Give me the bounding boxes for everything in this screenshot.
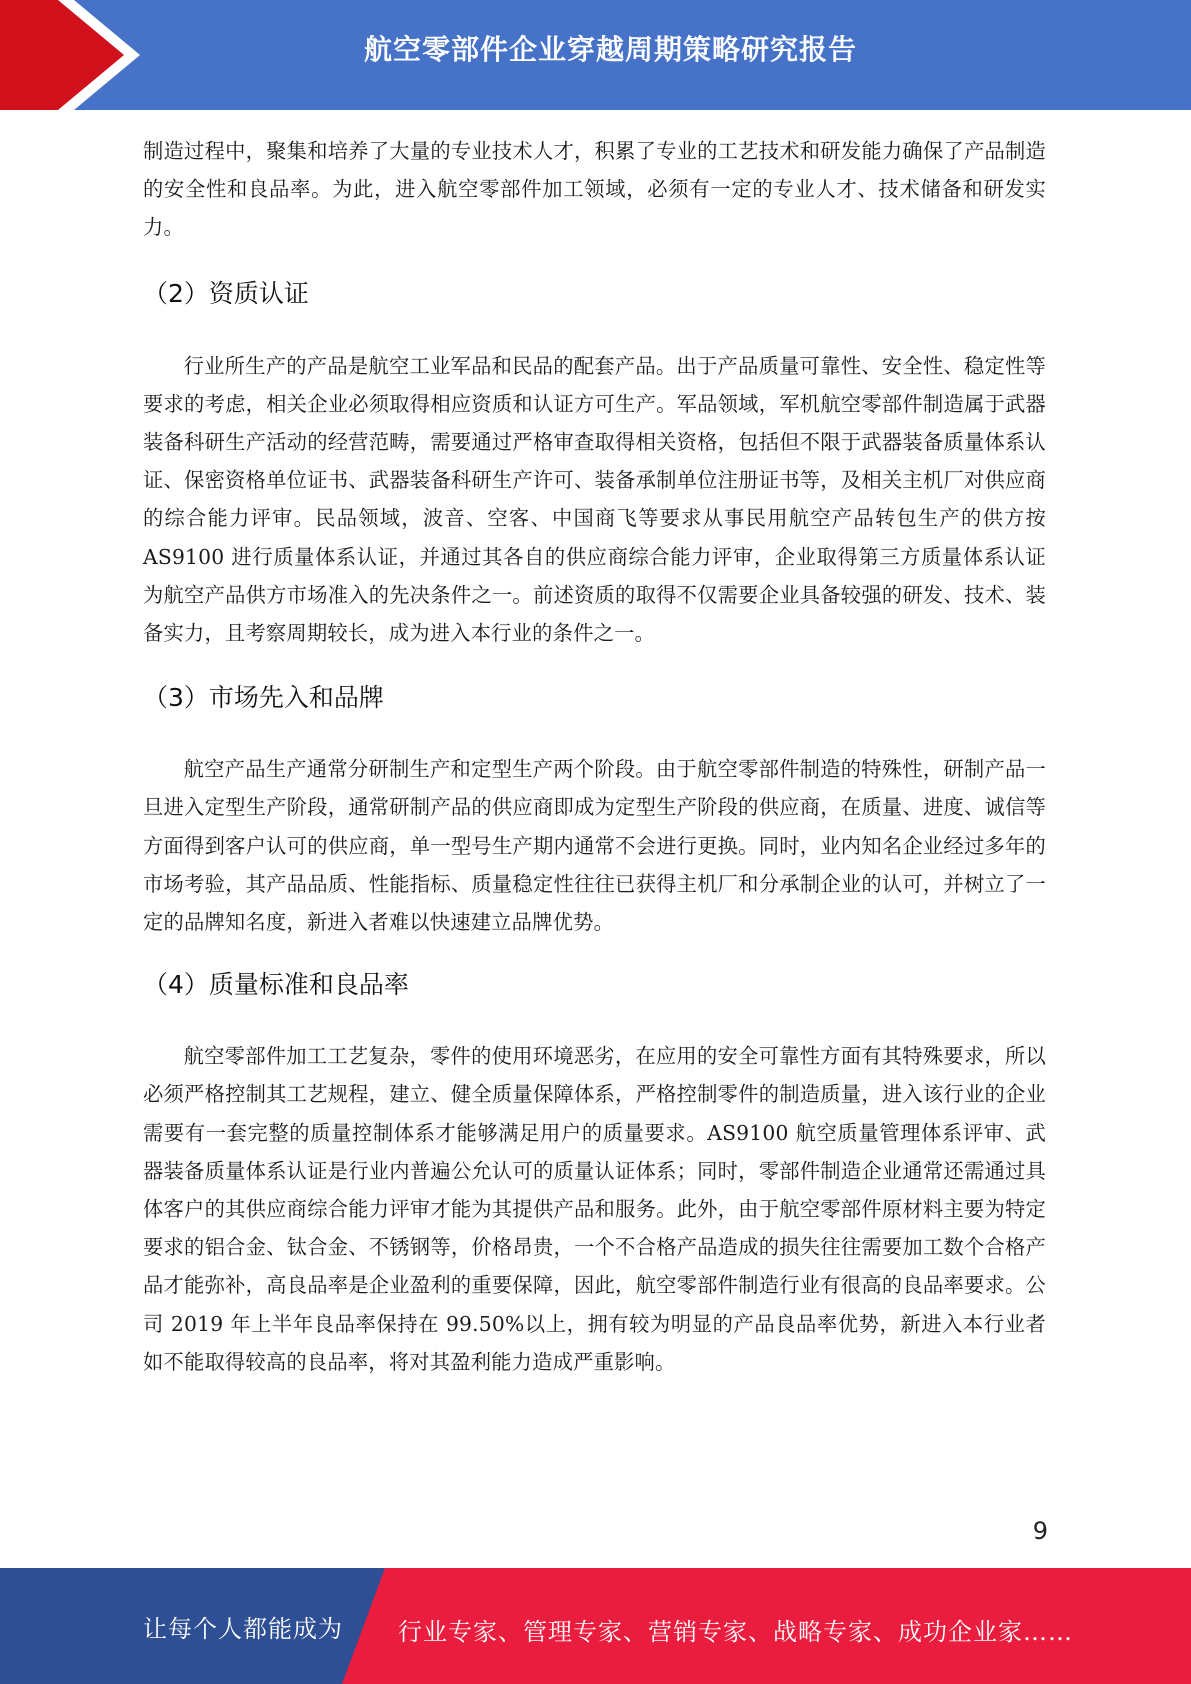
intro-paragraph: 制造过程中，聚集和培养了大量的专业技术人才，积累了专业的工艺技术和研发能力确保了产品制造的安全性和良品率。为此，进入航空零部件加工领域，必须有一定的专业人才、技术储备和研发实力。 bbox=[143, 139, 1046, 240]
section-body-quality-yield: 航空零部件加工工艺复杂，零件的使用环境恶劣，在应用的安全可靠性方面有其特殊要求，所以必须严格控制其工艺规程，建立、健全质量保障体系，严格控制零件的制造质量，进入该行业的企业需要有一套完整的质量控制体系才能够满足用户的质量要求。AS9100 航空质量管理体系评审、武器装备质量体系认证是行业内普遍公允认可的质量认证体系；同时，零部件制造企业通常还需通过具体客户的其供应商综合能力评审才能为其提供产品和服务。此外，由于航空零部件原材料主要为特定要求的铝合金、钛合金、不锈钢等，价格昂贵，一个不合格产品造成的损失往往需要加工数个合格产品才能弥补，高良品率是企业盈利的重要保障，因此，航空零部件制造行业有很高的良品率要求。公司 2019 年上半年良品率保持在 99.50%以上，拥有较为明显的产品良品率优势，新进入本行业者如不能取得较高的良品率，将对其盈利能力造成严重影响。 bbox=[143, 1044, 1046, 1374]
footer-slogan-right: 行业专家、管理专家、营销专家、战略专家、成功企业家…… bbox=[398, 1618, 1073, 1646]
section-body-market-brand: 航空产品生产通常分研制生产和定型生产两个阶段。由于航空零部件制造的特殊性，研制产品一旦进入定型生产阶段，通常研制产品的供应商即成为定型生产阶段的供应商，在质量、进度、诚信等方面得到客户认可的供应商，单一型号生产期内通常不会进行更换。同时，业内知名企业经过多年的市场考验，其产品品质、性能指标、质量稳定性往往已获得主机厂和分承制企业的认可，并树立了一定的品牌知名度，新进入者难以快速建立品牌优势。 bbox=[143, 757, 1046, 935]
page-number: 9 bbox=[1032, 1517, 1048, 1545]
section-heading-quality-yield: （4）质量标准和良品率 bbox=[143, 970, 409, 1000]
page-header bbox=[0, 0, 1191, 110]
report-title: 航空零部件企业穿越周期策略研究报告 bbox=[363, 33, 857, 66]
footer-slogan-left: 让每个人都能成为 bbox=[143, 1615, 343, 1643]
section-heading-qualification: （2）资质认证 bbox=[143, 278, 309, 308]
section-heading-market-brand: （3）市场先入和品牌 bbox=[143, 683, 384, 713]
section-body-qualification: 行业所生产的产品是航空工业军品和民品的配套产品。出于产品质量可靠性、安全性、稳定性等要求的考虑，相关企业必须取得相应资质和认证方可生产。军品领域，军机航空零部件制造属于武器装备科研生产活动的经营范畴，需要通过严格审查取得相关资格，包括但不限于武器装备质量体系认证、保密资格单位证书、武器装备科研生产许可、装备承制单位注册证书等，及相关主机厂对供应商的综合能力评审。民品领域，波音、空客、中国商飞等要求从事民用航空产品转包生产的供方按 AS9100 进行质量体系认证，并通过其各自的供应商综合能力评审，企业取得第三方质量体系认证为航空产品供方市场准入的先决条件之一。前述资质的取得不仅需要企业具备较强的研发、技术、装备实力，且考察周期较长，成为进入本行业的条件之一。 bbox=[143, 353, 1046, 646]
document-body bbox=[143, 132, 1046, 1381]
page-footer bbox=[0, 1568, 1191, 1684]
